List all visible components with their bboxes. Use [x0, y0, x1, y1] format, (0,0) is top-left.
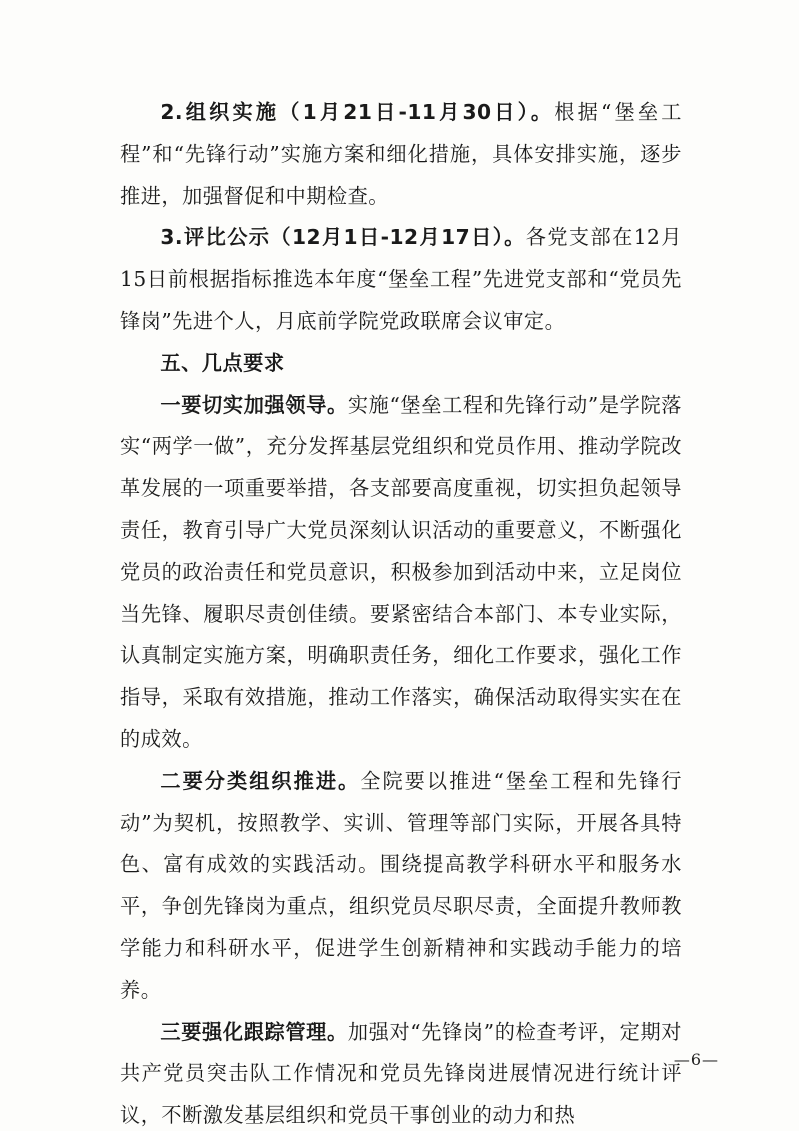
paragraph-implementation [120, 92, 682, 217]
requirement-text: 全院要以推进“堡垒工程和先锋行动”为契机，按照教学、实训、管理等部门实际，开展各具特色、富有成效的实践活动。围绕提高教学科研水平和服务水平，争创先锋岗为重点，组织党员尽职尽责，全面提升教师教学能力和科研水平，促进学生创新精神和实践动手能力的培养。 [120, 768, 682, 1002]
requirement-text: 实施“堡垒工程和先锋行动”是学院落实“两学一做”，充分发挥基层党组织和党员作用、推动学院改革发展的一项重要举措，各支部要高度重视，切实担负起领导责任，教育引导广大党员深刻认识活动的重要意义，不断强化党员的政治责任和党员意识，积极参加到活动中来，立足岗位当先锋、履职尽责创佳绩。要紧密结合本部门、本专业实际，认真制定实施方案，明确职责任务，细化工作要求，强化工作指导，采取有效措施，推动工作落实，确保活动取得实实在在的成效。 [120, 392, 682, 751]
requirement-tracking [120, 1012, 682, 1137]
document-body [120, 92, 682, 1137]
requirement-lead: 二要分类组织推进。 [160, 768, 361, 793]
requirement-leadership [120, 385, 682, 761]
paragraph-evaluation [120, 217, 682, 342]
paragraph-text: 根据“堡垒工程”和“先锋行动”实施方案和细化措施，具体安排实施，逐步推进，加强督促和中期检查。 [120, 100, 682, 208]
paragraph-lead: 2.组织实施（1月21日-11月30日）。 [160, 100, 555, 124]
requirement-promotion [120, 761, 682, 1012]
page-number: —6— [673, 1050, 719, 1069]
paragraph-lead: 3.评比公示（12月1日-12月17日）。 [160, 225, 526, 250]
requirement-lead: 一要切实加强领导。 [160, 392, 348, 417]
section-heading: 五、几点要求 [160, 350, 285, 375]
requirement-lead: 三要强化跟踪管理。 [160, 1019, 348, 1044]
paragraph-text: 各党支部在12月15日前根据指标推选本年度“堡垒工程”先进党支部和“党员先锋岗”先进个人，月底前学院党政联席会议审定。 [120, 225, 682, 333]
requirement-text: 加强对“先锋岗”的检查考评，定期对共产党员突击队工作情况和党员先锋岗进展情况进行统计评议，不断激发基层组织和党员干事创业的动力和热 [120, 1019, 682, 1128]
